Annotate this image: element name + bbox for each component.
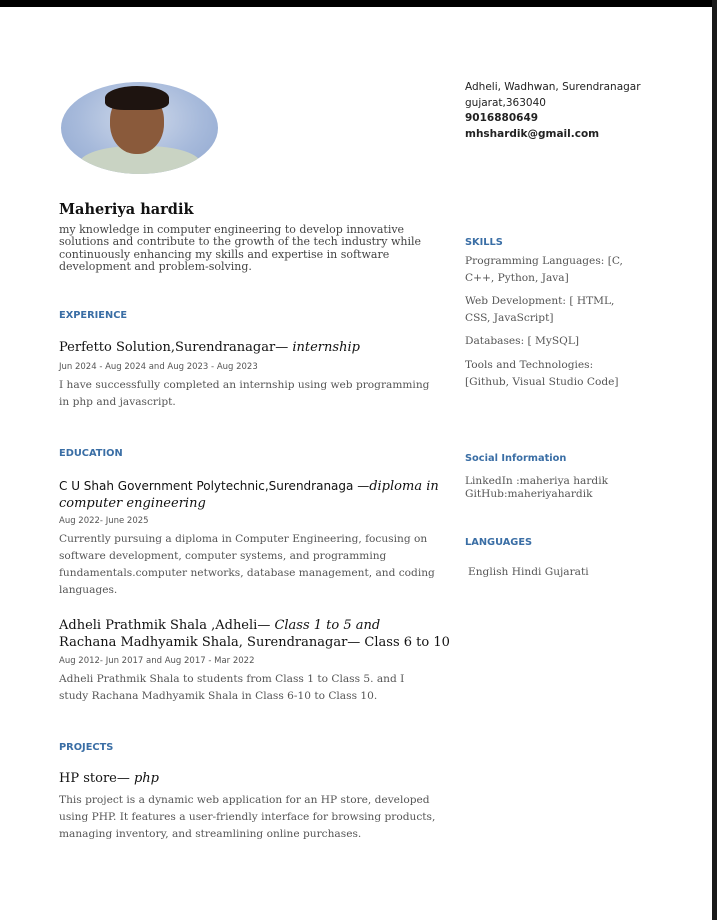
social-heading: Social Information bbox=[465, 453, 567, 464]
school-2-desc-line-2: study Rachana Madhyamik Shala in Class 6-10 to Class 10. bbox=[59, 690, 378, 702]
school-1-dates: Aug 2022- June 2025 bbox=[59, 516, 149, 526]
education-school-1 bbox=[59, 478, 439, 512]
experience-role: internship bbox=[292, 340, 360, 355]
experience-heading: EXPERIENCE bbox=[59, 310, 128, 321]
school-2-desc-line-1: Adheli Prathmik Shala to students from Class 1 to Class 5. and I bbox=[59, 673, 405, 685]
school-2-description bbox=[59, 671, 439, 705]
right-border bbox=[712, 0, 717, 920]
experience-company: Perfetto Solution,Surendranagar— bbox=[59, 340, 293, 355]
education-heading: EDUCATION bbox=[59, 448, 123, 459]
school-1-name: C U Shah Government Polytechnic,Surendranaga — bbox=[59, 479, 370, 493]
project-description: This project is a dynamic web application for an HP store, developed using PHP. It features a user-friendly interface for browsing products, managing inventory, and streamlining online purchases. bbox=[59, 794, 436, 840]
social-links bbox=[465, 475, 608, 501]
projects-heading: PROJECTS bbox=[59, 742, 114, 753]
email-address: mhshardik@gmail.com bbox=[465, 127, 600, 140]
experience-description: I have successfully completed an internship using web programming in php and javascript. bbox=[59, 379, 430, 408]
project-title bbox=[59, 771, 159, 786]
school-1-description: Currently pursuing a diploma in Computer Engineering, focusing on software development, computer systems, and programming fundamentals.computer networks, database management, and coding languages. bbox=[59, 533, 435, 596]
school-2-line-1-role: Class 1 to 5 and bbox=[274, 618, 381, 633]
skill-item-3: Databases: [ MySQL] bbox=[465, 335, 580, 347]
skill-item-2: Web Development: [ HTML, CSS, JavaScript] bbox=[465, 295, 615, 324]
school-2-dates: Aug 2012- Jun 2017 and Aug 2017 - Mar 2022 bbox=[59, 656, 255, 666]
address-line-2: gujarat,363040 bbox=[465, 96, 546, 109]
school-1-role: diploma in computer engineering bbox=[59, 479, 439, 511]
contact-block bbox=[465, 80, 641, 142]
school-2-line-2: Rachana Madhyamik Shala, Surendranagar— Class 6 to 10 bbox=[59, 635, 450, 650]
project-tech: php bbox=[133, 771, 160, 786]
profile-photo bbox=[61, 82, 218, 174]
education-school-2 bbox=[59, 617, 450, 651]
top-border bbox=[0, 0, 717, 7]
experience-title bbox=[59, 340, 360, 355]
address-line-1: Adheli, Wadhwan, Surendranagar bbox=[465, 81, 641, 93]
languages-list: English Hindi Gujarati bbox=[468, 566, 589, 578]
summary-text: my knowledge in computer engineering to develop innovative solutions and contribute to the growth of the tech industry while continuously enhancing my skills and expertise in software development and problem-solving. bbox=[59, 223, 422, 273]
experience-dates: Jun 2024 - Aug 2024 and Aug 2023 - Aug 2023 bbox=[59, 362, 258, 372]
school-2-line-1: Adheli Prathmik Shala ,Adheli— bbox=[59, 618, 275, 633]
skill-item-1: Programming Languages: [C, C++, Python, Java] bbox=[465, 255, 623, 284]
skills-heading: SKILLS bbox=[465, 237, 503, 248]
project-name: HP store— bbox=[59, 771, 134, 786]
linkedin-text: LinkedIn :maheriya hardik bbox=[465, 475, 609, 487]
skill-item-4: Tools and Technologies: [Github, Visual Studio Code] bbox=[465, 359, 619, 388]
candidate-name: Maheriya hardik bbox=[59, 201, 194, 218]
github-text: GitHub:maheriyahardik bbox=[465, 488, 593, 500]
languages-heading: LANGUAGES bbox=[465, 537, 533, 548]
phone-number: 9016880649 bbox=[465, 112, 539, 124]
